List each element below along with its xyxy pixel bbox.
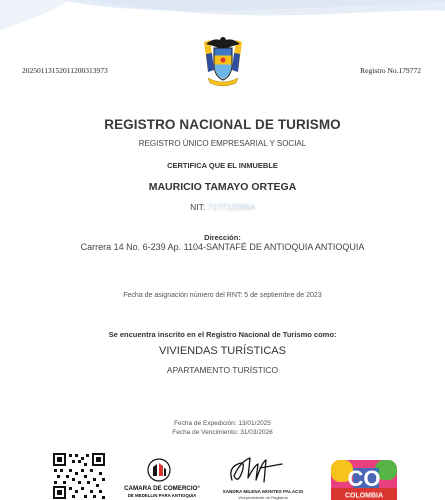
chamber-name: CAMARA DE COMERCIO° bbox=[124, 485, 200, 492]
signature-mark bbox=[226, 454, 286, 486]
qr-code[interactable] bbox=[52, 452, 106, 500]
signer-name: SANDRA MILENA MONTES PALACIO bbox=[222, 489, 304, 494]
expiration-date: Fecha de Vencimiento: 31/03/2026 bbox=[172, 429, 273, 436]
nit-label: NIT: bbox=[190, 202, 206, 212]
chamber-of-commerce-logo bbox=[120, 458, 204, 500]
co-logo-text: CO bbox=[347, 466, 381, 491]
issue-date: Fecha de Expedición: 13/01/2025 bbox=[174, 420, 271, 427]
owner-name: MAURICIO TAMAYO ORTEGA bbox=[148, 181, 297, 193]
document-number: 20250113152011200313973 bbox=[22, 66, 108, 75]
address-value: Carrera 14 No. 6-239 Ap. 1104-SANTAFÉ DE ANTIOQUIA ANTIOQUIA bbox=[80, 242, 365, 252]
nit-line bbox=[0, 202, 445, 212]
address-label: Dirección: bbox=[204, 233, 241, 242]
co-logo-country: COLOMBIA bbox=[344, 492, 384, 500]
registry-number: Registro No.179772 bbox=[360, 66, 421, 75]
registration-category: VIVIENDAS TURÍSTICAS bbox=[159, 345, 286, 357]
nit-value-redacted: 7177120054 bbox=[207, 202, 255, 212]
rnt-assignment-date: Fecha de asignación número del RNT: 5 de septiembre de 2023 bbox=[123, 292, 322, 299]
chamber-city: DE MEDELLIN PARA ANTIOQUIA bbox=[127, 493, 197, 498]
certificate-subtitle: REGISTRO ÚNICO EMPRESARIAL Y SOCIAL bbox=[138, 139, 307, 148]
colombia-brand-logo bbox=[331, 460, 397, 500]
coat-of-arms-icon bbox=[198, 34, 248, 88]
registration-subcategory: APARTAMENTO TURÍSTICO bbox=[166, 365, 279, 375]
certifies-label: CERTIFICA QUE EL INMUEBLE bbox=[167, 161, 278, 170]
signer-role: Vicepresidente de Registros bbox=[238, 495, 288, 500]
registration-label: Se encuentra inscrito en el Registro Nacional de Turismo como: bbox=[108, 330, 337, 339]
chamber-emblem-icon bbox=[147, 458, 171, 482]
certificate-title: REGISTRO NACIONAL DE TURISMO bbox=[104, 117, 341, 132]
